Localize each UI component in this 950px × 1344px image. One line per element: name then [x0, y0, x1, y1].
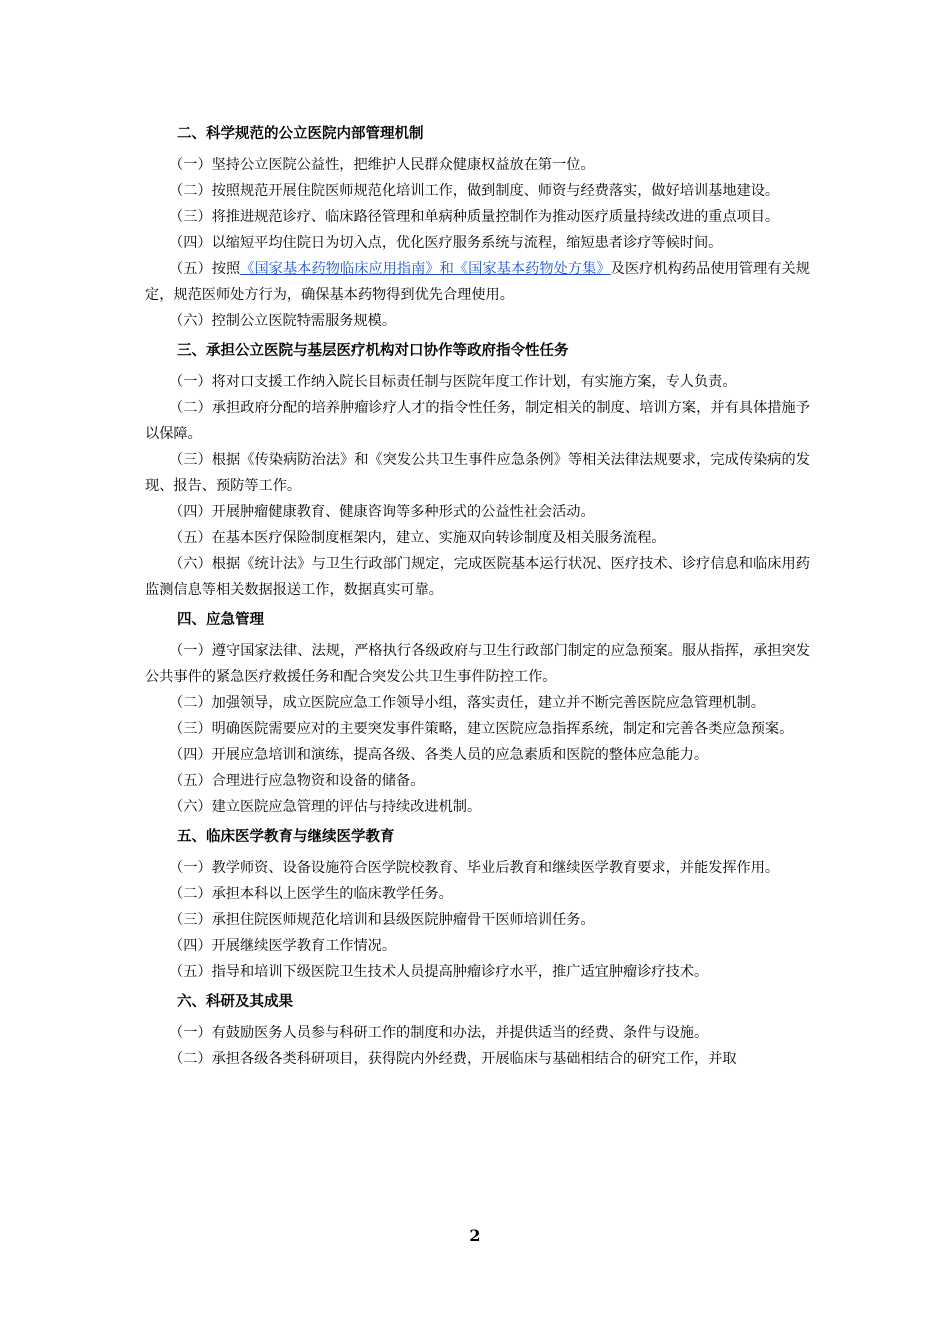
paragraph: （二）承担本科以上医学生的临床教学任务。: [169, 886, 453, 902]
section-heading: 四、应急管理: [177, 612, 264, 628]
paragraph: （一）教学师资、设备设施符合医学院校教育、毕业后教育和继续医学教育要求，并能发挥作用。: [169, 860, 780, 876]
paragraph: （六）根据《统计法》与卫生行政部门规定，完成医院基本运行状况、医疗技术、诊疗信息和临床用药监测信息等相关数据报送工作，数据真实可靠。: [145, 556, 810, 598]
paragraph: （三）明确医院需要应对的主要突发事件策略，建立医院应急指挥系统，制定和完善各类应急预案。: [169, 721, 794, 737]
paragraph: （五）在基本医疗保险制度框架内，建立、实施双向转诊制度及相关服务流程。: [169, 530, 666, 546]
paragraph-text: 及医疗机构药品使用管理有关规定，规范医师处方行为，确保基本药物得到优先合理使用。: [145, 261, 810, 303]
paragraph: （四）以缩短平均住院日为切入点，优化医疗服务系统与流程，缩短患者诊疗等候时间。: [169, 235, 723, 251]
section-heading: 二、科学规范的公立医院内部管理机制: [177, 126, 424, 142]
paragraph: （四）开展继续医学教育工作情况。: [169, 938, 397, 954]
paragraph: （六）控制公立医院特需服务规模。: [169, 313, 397, 329]
paragraph: （二）承担政府分配的培养肿瘤诊疗人才的指令性任务，制定相关的制度、培训方案，并有具体措施予以保障。: [145, 400, 810, 442]
section-internal-management: [145, 121, 810, 334]
document-body: [145, 117, 810, 1076]
paragraph: （六）建立医院应急管理的评估与持续改进机制。: [169, 799, 482, 815]
section-medical-education: [145, 824, 810, 985]
paragraph: （三）将推进规范诊疗、临床路径管理和单病种质量控制作为推动医疗质量持续改进的重点项目。: [169, 209, 780, 225]
paragraph: （三）承担住院医师规范化培训和县级医院肿瘤骨干医师培训任务。: [169, 912, 595, 928]
paragraph: （一）有鼓励医务人员参与科研工作的制度和办法，并提供适当的经费、条件与设施。: [169, 1025, 709, 1041]
page-number: 2: [469, 1226, 481, 1245]
drug-guide-link[interactable]: 《国家基本药物临床应用指南》和《国家基本药物处方集》: [240, 261, 611, 277]
section-research: [145, 989, 810, 1072]
paragraph: （二）加强领导，成立医院应急工作领导小组，落实责任，建立并不断完善医院应急管理机制。: [169, 695, 765, 711]
paragraph: （三）根据《传染病防治法》和《突发公共卫生事件应急条例》等相关法律法规要求，完成传染病的发现、报告、预防等工作。: [145, 452, 810, 494]
paragraph-with-link: [145, 256, 810, 308]
paragraph: （五）指导和培训下级医院卫生技术人员提高肿瘤诊疗水平，推广适宜肿瘤诊疗技术。: [169, 964, 709, 980]
paragraph: （二）承担各级各类科研项目，获得院内外经费，开展临床与基础相结合的研究工作，并取: [169, 1051, 737, 1067]
section-government-tasks: [145, 338, 810, 603]
paragraph: （二）按照规范开展住院医师规范化培训工作，做到制度、师资与经费落实，做好培训基地建设。: [169, 183, 780, 199]
paragraph: （四）开展肿瘤健康教育、健康咨询等多种形式的公益性社会活动。: [169, 504, 595, 520]
section-heading: 五、临床医学教育与继续医学教育: [177, 829, 395, 845]
paragraph: （一）坚持公立医院公益性，把维护人民群众健康权益放在第一位。: [169, 157, 595, 173]
paragraph: （四）开展应急培训和演练，提高各级、各类人员的应急素质和医院的整体应急能力。: [169, 747, 709, 763]
paragraph: （一）将对口支援工作纳入院长目标责任制与医院年度工作计划，有实施方案，专人负责。: [169, 374, 737, 390]
section-heading: 三、承担公立医院与基层医疗机构对口协作等政府指令性任务: [177, 343, 569, 359]
paragraph-text: （五）按照: [169, 261, 241, 277]
section-emergency-management: [145, 607, 810, 820]
paragraph: （五）合理进行应急物资和设备的储备。: [169, 773, 425, 789]
paragraph: （一）遵守国家法律、法规，严格执行各级政府与卫生行政部门制定的应急预案。服从指挥，承担突发公共事件的紧急医疗救援任务和配合突发公共卫生事件防控工作。: [145, 643, 810, 685]
section-heading: 六、科研及其成果: [177, 994, 293, 1010]
